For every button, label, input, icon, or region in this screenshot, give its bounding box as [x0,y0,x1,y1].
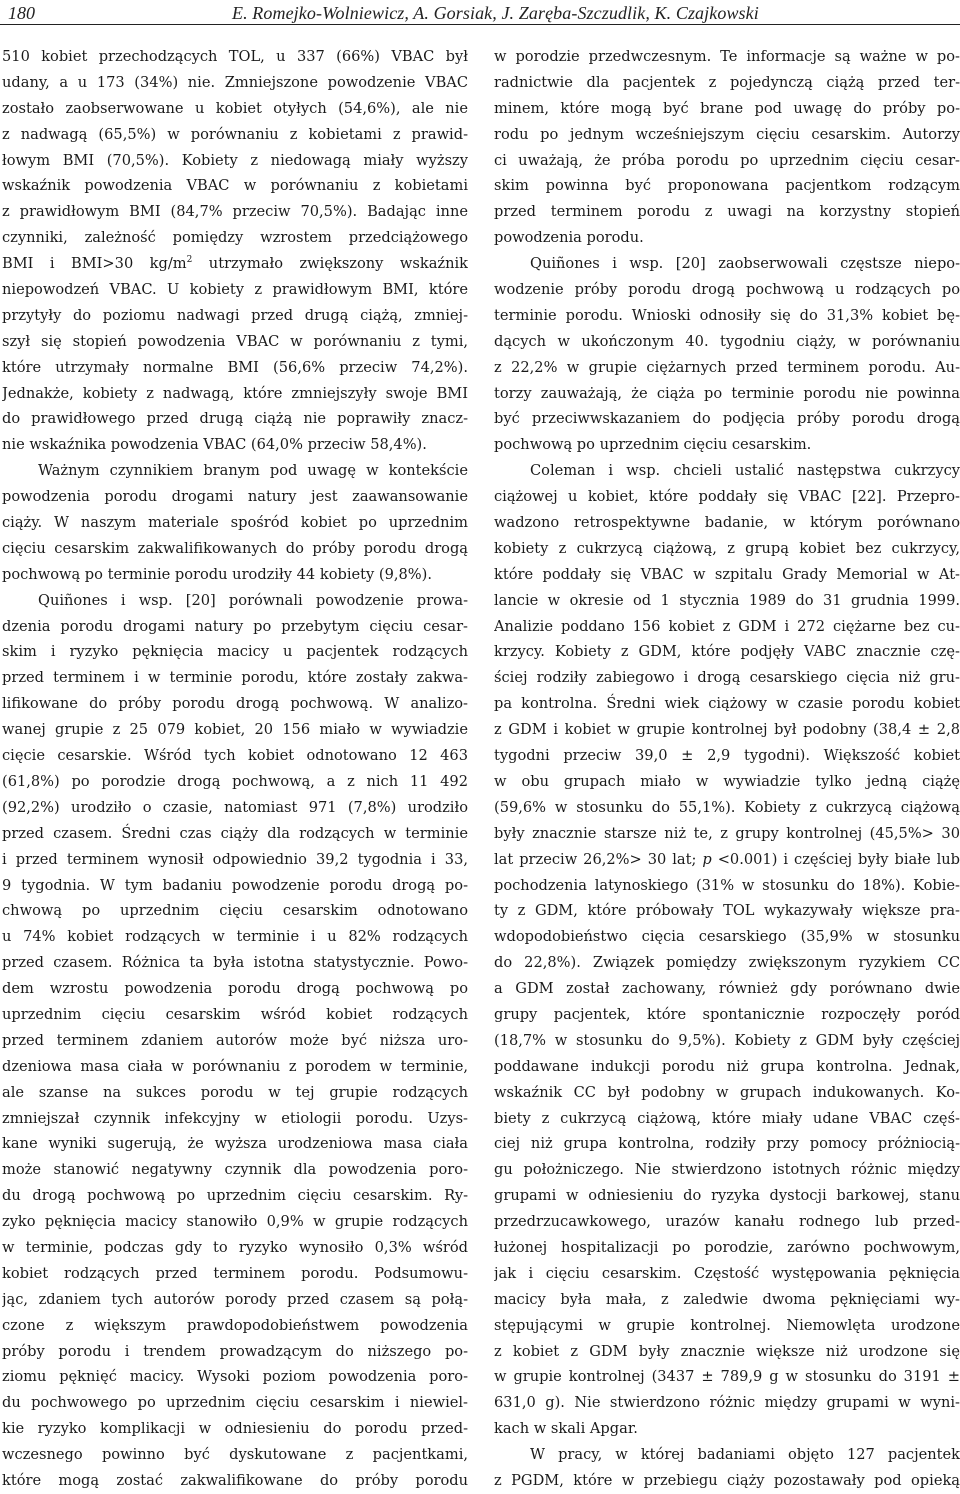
text-line [494,381,960,407]
text-line [2,847,468,873]
text-line-content: czone z większym prawdopodobieństwem powodzenia [2,1316,468,1334]
text-line-continuation: utrzymało zwiększony wskaźnik [192,255,468,273]
text-line-content: kie ryzyko komplikacji w odniesieniu do porodu przed- [2,1420,468,1438]
text-line-content: grupami w odniesieniu do ryzyka dystocji barkowej, stanu [494,1187,960,1205]
text-line [494,873,960,899]
text-line-content: przed czasem. Różnica ta była istotna statystycznie. Powo- [2,954,468,972]
left-text-column [2,44,468,1494]
text-line-content: które poddały się VBAC w szpitalu Grady Memorial w At- [494,565,960,583]
text-line [494,769,960,795]
text-line-content: które mogą zostać zakwalifikowane do próby porodu [2,1471,468,1489]
text-line-content: powodzenia porodu drogami natury jest zaawansowanie [2,488,468,506]
text-line [2,122,468,148]
text-line [2,1416,468,1442]
text-line-content: wczesnego powinno być dyskutowane z pacjentkami, [2,1446,468,1464]
text-line [2,329,468,355]
text-line-content: łowym BMI (70,5%). Kobiety z niedowagą miały wyższy [2,151,468,169]
text-line [2,1002,468,1028]
text-line [494,898,960,924]
text-line [2,1390,468,1416]
text-line [2,1468,468,1494]
text-line [2,821,468,847]
text-line [2,381,468,407]
text-line-content: biety z cukrzycą ciążową, które miały udane VBAC częś- [494,1109,960,1127]
text-line-content: 510 kobiet przechodzących TOL, u 337 (66%) VBAC był [2,48,468,65]
text-line-content: kach w skali Apgar. [494,1420,638,1438]
text-line-content: przed terminem i w terminie porodu, które zostały zakwa- [2,669,468,687]
text-line-content: a GDM został zachowany, również gdy porównano dwie [494,980,960,998]
text-line-content: pa kontrolna. Średni wiek ciążowy w czasie porodu kobiet [494,695,960,713]
text-line [2,199,468,225]
text-line [2,1183,468,1209]
text-line-content: były znacznie starsze niż te, z grupy kontrolnej (45,5%> 30 [494,824,960,842]
text-line [2,510,468,536]
text-line [2,1287,468,1313]
text-line-content: przed terminem zdaniem autorów może być niższa uro- [2,1031,468,1049]
text-line-content: w obu grupach miało w wywiadzie tylko jedną ciążę [494,772,960,790]
text-line-content: Analizie poddano 156 kobiet z GDM i 272 ciężarne bez cu- [494,617,960,635]
running-head-authors: E. Romejko-Wolniewicz, A. Gorsiak, J. Zaręba-Szczudlik, K. Czajkowski [232,3,759,23]
text-line-content: (61,8%) po porodzie drogą pochwową, a z nich 11 492 [2,772,468,790]
text-line [2,303,468,329]
text-line-content: łużonej hospitalizacji po porodzie, zarówno pochwowym, [494,1238,960,1256]
text-line [2,1235,468,1261]
text-line [2,44,468,70]
text-line-content: ci uważają, że próba porodu po uprzednim cięciu cesar- [494,151,960,169]
text-line-content: torzy zauważają, że ciąża po terminie porodu nie powinna [494,384,960,402]
text-line [494,1364,960,1390]
text-line-content: i przed terminem wynosił odpowiednio 39,2 tygodnia i 33, [2,850,468,868]
text-line [494,458,960,484]
text-line-content: w terminie, podczas gdy to ryzyko wynosiło 0,3% wśród [2,1238,468,1256]
text-line-content: stępującymi w grupie kontrolnej. Niemowlęta urodzone [494,1316,960,1334]
text-line [2,639,468,665]
text-line-content: ciej niż grupa kontrolna, rodziły przy pomocy próżniocią- [494,1135,960,1153]
text-line [2,1339,468,1365]
text-line [2,70,468,96]
text-line [494,1416,960,1442]
text-line-content: w porodzie przedwczesnym. Te informacje są ważne w po- [494,48,960,65]
text-line-content: W pracy, w której badaniami objęto 127 pacjentek [530,1446,960,1464]
text-line-content: szył się stopień powodzenia VBAC w porównaniu z tymi, [2,332,468,350]
text-line [2,665,468,691]
text-line [494,406,960,432]
text-line-content: zyko pęknięcia macicy stanowiło 0,9% w grupie rodzących [2,1213,468,1231]
text-line-content: ciążowej u kobiet, które poddały się VBAC [22]. Przepro- [494,488,960,506]
text-line [494,717,960,743]
text-line-content: z nadwagą (65,5%) w porównaniu z kobietami z prawid- [2,125,468,143]
text-line-content: u 74% kobiet rodzących w terminie i u 82% rodzących [2,928,468,946]
text-line [494,510,960,536]
page-number: 180 [8,3,35,23]
text-line-content: z GDM i kobiet w grupie kontrolnej był podobny (38,4 ± 2,8 [494,721,960,739]
text-line [2,795,468,821]
text-line [2,873,468,899]
text-line [2,355,468,381]
text-line [494,1287,960,1313]
text-line [494,795,960,821]
text-line-content: kobiet rodzących przed terminem porodu. Podsumowu- [2,1264,468,1282]
text-line [494,277,960,303]
text-line [494,96,960,122]
text-line-content: dem wzrostu powodzenia porodu drogą pochwową po [2,980,468,998]
italic-symbol: p [702,850,712,868]
text-line [494,432,960,458]
text-line-content: krzycy. Kobiety z GDM, które podjęły VABC znacznie czę- [494,643,960,661]
text-line [2,1080,468,1106]
text-line-content: wodzenie próby porodu drogą pochwową u rodzących po [494,281,960,299]
text-line-content: niepowodzeń VBAC. U kobiety z prawidłowym BMI, które [2,281,468,299]
text-line [494,303,960,329]
text-line-content: wdopodobieństwo cięcia cesarskiego (35,9% w stosunku [494,928,960,946]
text-line-content: z PGDM, które w przebiegu ciąży pozostawały pod opieką [494,1471,960,1489]
text-line [494,639,960,665]
text-line-content: tygodni przeciw 39,0 ± 2,9 tygodni). Większość kobiet [494,747,960,765]
text-line-content: 631,0 g). Nie stwierdzono różnic między grupami w wyni- [494,1394,960,1412]
text-line [494,173,960,199]
text-line-content: cięciu cesarskim zakwalifikowanych do próby porodu drogą [2,539,468,557]
text-line-content: terminie porodu. Wnioski odnosiły się do 31,3% kobiet bę- [494,306,960,324]
text-line-content: przed terminem porodu z uwagi na korzystny stopień [494,203,960,221]
text-line-content: (92,2%) urodziło o czasie, natomiast 971 (7,8%) urodziło [2,798,468,816]
text-line [494,225,960,251]
text-line [494,847,960,873]
text-line [2,96,468,122]
text-line [2,1054,468,1080]
text-line-content: du pochwowego po uprzednim cięciu cesarskim i niewiel- [2,1394,468,1412]
text-line-content: pochwową po uprzednim cięciu cesarskim. [494,436,812,454]
text-line [2,588,468,614]
text-line-content: ściej rodziły zabiegowo i drogą cesarskiego cięcia niż gru- [494,669,960,687]
page-header [0,0,960,36]
text-line [494,821,960,847]
text-line [2,277,468,303]
text-line [494,976,960,1002]
text-line-content: Quiñones i wsp. [20] porównali powodzenie prowa- [38,591,468,609]
header-rule [0,24,960,25]
text-line [494,691,960,717]
text-line [494,536,960,562]
text-line [494,355,960,381]
text-line-content: pochodzenia latynoskiego (31% w stosunku do 18%). Kobie- [494,876,960,894]
text-line-content: kane wyniki sugerują, że wyższa urodzeniowa masa ciała [2,1135,468,1153]
text-line-content: lat przeciw 26,2%> 30 lat; [494,850,703,868]
text-line [2,691,468,717]
text-line-content: zostało zaobserwowane u kobiet otyłych (54,6%), ale nie [2,99,468,117]
text-line [2,484,468,510]
text-line [494,1028,960,1054]
text-line-content: 9 tygodnia. W tym badaniu powodzenie porodu drogą po- [2,876,468,894]
text-line [494,1106,960,1132]
text-line [2,1157,468,1183]
text-line-content: z prawidłowym BMI (84,7% przeciw 70,5%). Badając inne [2,203,468,221]
text-line [494,251,960,277]
text-line-content: skim powinna być proponowana pacjentkom rodzącym [494,177,960,195]
text-line [494,743,960,769]
text-line-content: minem, które mogą być brane pod uwagę do próby po- [494,99,960,117]
text-line-content: macicy była mała, z zaledwie dwoma pęknięciami wy- [494,1290,960,1308]
text-line-content: powodzenia porodu. [494,229,644,247]
text-line-content: Jednakże, kobiety z nadwagą, które zmniejszyły swoje BMI [2,384,468,402]
text-line-content: które utrzymały normalne BMI (56,6% przeciw 74,2%). [2,358,468,376]
text-line [2,1364,468,1390]
text-line-content: pochwową po terminie porodu urodziły 44 kobiety (9,8%). [2,565,432,583]
text-line [494,588,960,614]
text-line [2,1261,468,1287]
text-line [2,769,468,795]
text-line [2,406,468,432]
text-line [494,924,960,950]
text-line [494,1339,960,1365]
text-line [2,225,468,251]
text-line-content: poddawane indukcji porodu niż grupa kontrolna. Jednak, [494,1057,960,1075]
text-line-content: grupy pacjentek, które spontanicznie rozpoczęły poród [494,1005,960,1023]
text-line-continuation: <0.001) i częściej były białe lub [711,850,960,868]
text-line-content: nie wskaźnika powodzenia VBAC (64,0% przeciw 58,4%). [2,436,427,454]
text-line-content: z 22,2% w grupie ciężarnych przed terminem porodu. Au- [494,358,960,376]
text-line [494,484,960,510]
text-line-content: ale szanse na sukces porodu w tej grupie rodzących [2,1083,468,1101]
text-line-content: wanej grupie z 25 079 kobiet, 20 156 miało w wywiadzie [2,721,468,739]
text-line-content: lancie w okresie od 1 stycznia 1989 do 31 grudnia 1999. [494,591,960,609]
text-line [2,562,468,588]
text-line [494,1131,960,1157]
text-line-content: Quiñones i wsp. [20] zaobserwowali częstsze niepo- [530,255,960,273]
text-line [2,173,468,199]
text-line [494,614,960,640]
text-line-content: Ważnym czynnikiem branym pod uwagę w kontekście [38,462,468,480]
text-line-content: gu położniczego. Nie stwierdzono istotnych różnic między [494,1161,960,1179]
text-line [2,976,468,1002]
text-line-content: skim i ryzyko pęknięcia macicy u pacjentek rodzących [2,643,468,661]
text-line [494,1442,960,1468]
text-line [2,717,468,743]
text-line [2,432,468,458]
text-line-content: ciąży. W naszym materiale spośród kobiet po uprzednim [2,514,468,532]
text-line [2,898,468,924]
text-line [494,199,960,225]
text-line-content: chwową po uprzednim cięciu cesarskim odnotowano [2,902,468,920]
text-line [494,1183,960,1209]
text-line [494,329,960,355]
text-line-content: BMI i BMI>30 kg/m [2,255,187,273]
text-line [2,614,468,640]
text-line-content: jak i cięciu cesarskim. Częstość występowania pęknięcia [494,1264,960,1282]
text-line [494,1209,960,1235]
text-line [494,1002,960,1028]
text-line [2,1313,468,1339]
text-line-content: próby porodu i trendem prowadzącym do niższego po- [2,1342,468,1360]
text-line-content: do prawidłowego przed drugą ciążą nie poprawiły znacz- [2,410,468,428]
text-line [2,536,468,562]
text-line [494,1313,960,1339]
text-line [2,458,468,484]
text-line-content: ziomu pęknięć macicy. Wysoki poziom powodzenia poro- [2,1368,468,1386]
text-line [2,1028,468,1054]
text-line-content: uprzednim cięciu cesarskim wśród kobiet rodzących [2,1005,468,1023]
text-line-content: zmniejszał czynnik infekcyjny w etiologii porodu. Uzys- [2,1109,468,1127]
text-line [494,1054,960,1080]
text-line-content: do 22,8%). Związek pomiędzy zwiększonym ryzykiem CC [494,954,960,972]
text-line-content: (59,6% w stosunku do 55,1%). Kobiety z cukrzycą ciążową [494,798,960,816]
text-line-content: czynniki, zależność pomiędzy wzrostem przedciążowego [2,229,468,247]
text-line-content: być przeciwwskazaniem do podjęcia próby porodu drogą [494,410,960,428]
text-line-content: przed czasem. Średni czas ciąży dla rodzących w terminie [2,824,468,842]
text-line [2,148,468,174]
text-line [494,44,960,70]
text-line-content: cięcie cesarskie. Wśród tych kobiet odnotowano 12 463 [2,747,468,765]
text-line [494,1261,960,1287]
text-line [494,1468,960,1494]
right-text-column [494,44,960,1494]
text-line [2,1442,468,1468]
text-line [494,1390,960,1416]
text-line [2,924,468,950]
text-line-content: (18,7% w stosunku do 9,5%). Kobiety z GDM były częściej [494,1031,960,1049]
text-line [2,1106,468,1132]
text-line-content: Coleman i wsp. chcieli ustalić następstwa cukrzycy [530,462,960,480]
text-line-content: ty z GDM, które próbowały TOL wykazywały większe pra- [494,902,960,920]
text-line-content: udany, a u 173 (34%) nie. Zmniejszone powodzenie VBAC [2,73,468,91]
text-line-content: w grupie kontrolnej (3437 ± 789,9 g w stosunku do 3191 ± [494,1368,960,1386]
text-line [2,251,468,277]
text-line-content: wskaźnik powodzenia VBAC w porównaniu z kobietami [2,177,468,195]
text-line [494,1235,960,1261]
text-line-content: wskaźnik CC był podobny w grupach indukowanych. Ko- [494,1083,960,1101]
text-line-content: z kobiet z GDM były znacznie większe niż urodzone się [494,1342,960,1360]
text-line [494,950,960,976]
text-line-content: lifikowane do próby porodu drogą pochwową. W analizo- [2,695,468,713]
text-line [494,148,960,174]
text-line-content: przytyły do poziomu nadwagi przed drugą ciążą, zmniej- [2,306,468,324]
text-line [494,562,960,588]
text-line-content: radnictwie dla pacjentek z pojedynczą ciążą przed ter- [494,73,960,91]
text-line-content: dzenia porodu drogami natury po przebytym cięciu cesar- [2,617,468,635]
text-line-content: jąc, zdaniem tych autorów porody przed czasem są połą- [2,1290,468,1308]
text-line [2,743,468,769]
text-line-content: du drogą pochwową po uprzednim cięciu cesarskim. Ry- [2,1187,468,1205]
text-line-content: wadzono retrospektywne badanie, w którym porównano [494,514,960,532]
text-line-content: kobiety z cukrzycą ciążową, z grupą kobiet bez cukrzycy, [494,539,960,557]
text-line-content: może stanowić negatywny czynnik dla powodzenia poro- [2,1161,468,1179]
text-line [494,665,960,691]
text-line-content: dzeniowa masa ciała w porównaniu z porodem w terminie, [2,1057,468,1075]
text-line [2,1131,468,1157]
text-line-content: dących w ukończonym 40. tygodniu ciąży, w porównaniu [494,332,960,350]
superscript: 2 [186,255,193,266]
text-line [494,70,960,96]
text-line [494,1080,960,1106]
text-line [2,1209,468,1235]
text-line-content: przedrzucawkowego, urazów kanału rodnego lub przed- [494,1213,960,1231]
text-line [494,122,960,148]
text-line [494,1157,960,1183]
text-line [2,950,468,976]
text-line-content: rodu po jednym wcześniejszym cięciu cesarskim. Autorzy [494,125,960,143]
